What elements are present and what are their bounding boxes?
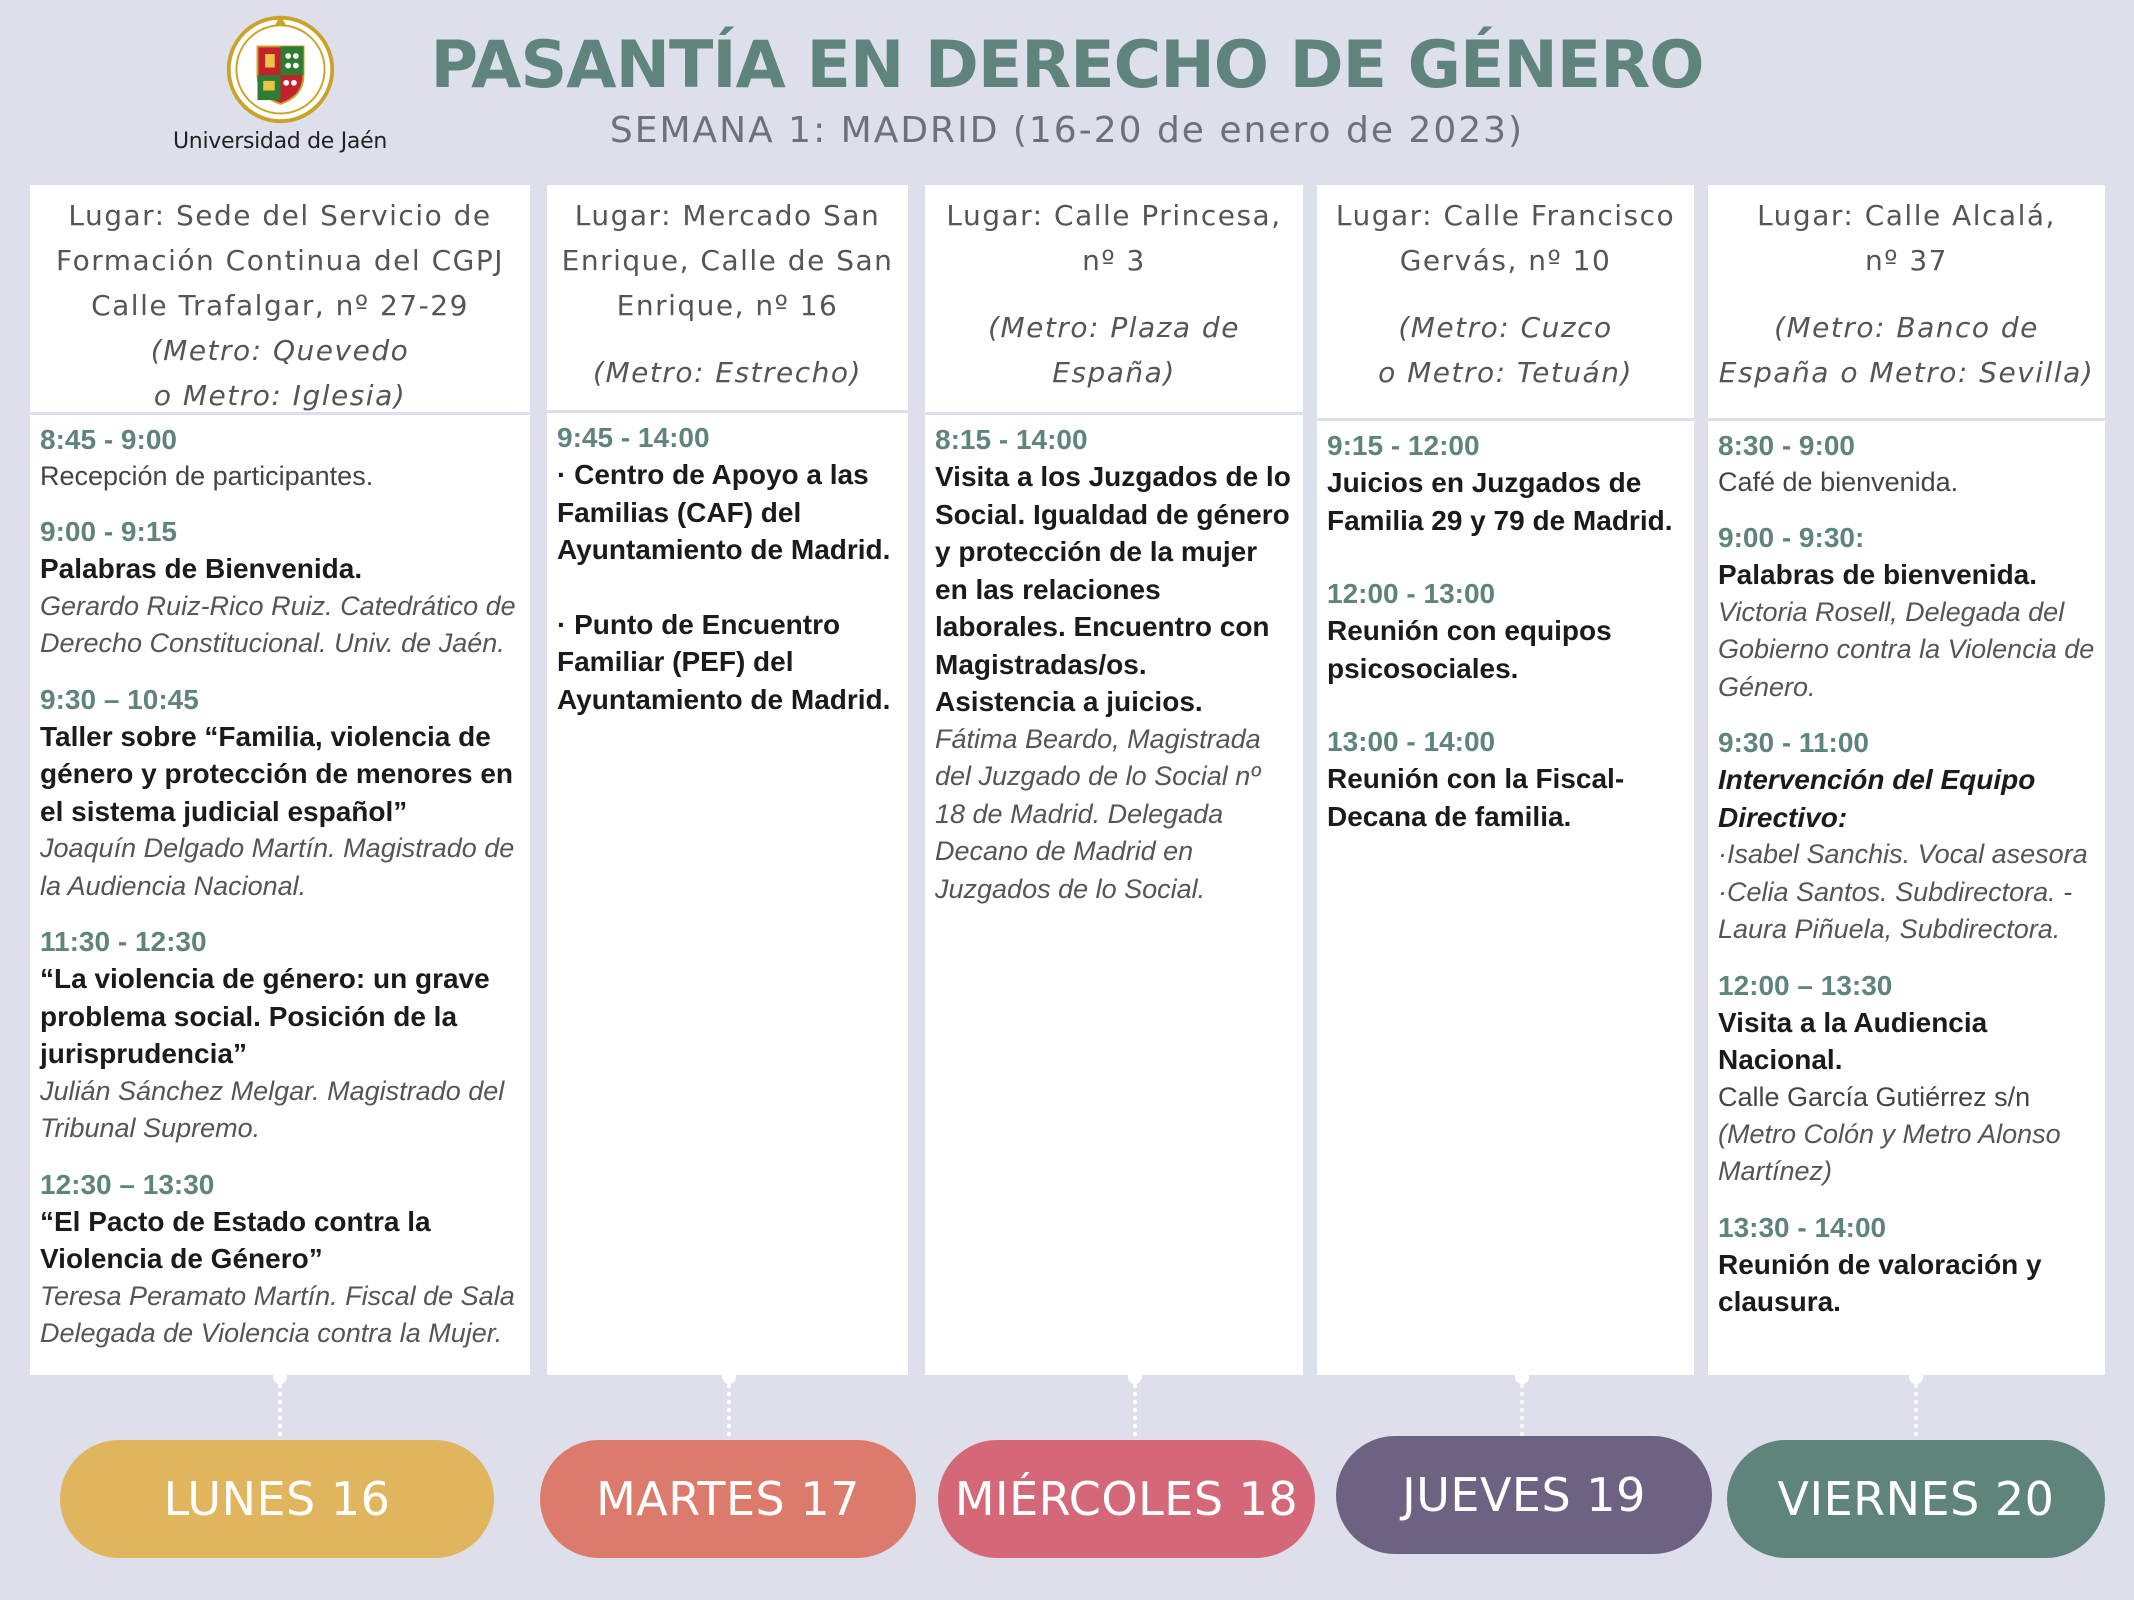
schedule-entry xyxy=(40,923,520,1148)
venue-line: Formación Continua del CGPJ xyxy=(56,244,504,277)
day-column-viernes xyxy=(1708,185,2105,1375)
schedule xyxy=(30,415,530,1353)
metro-line: (Metro: Plaza de xyxy=(988,311,1240,344)
schedule-entry xyxy=(1718,1209,2095,1321)
time-slot: 12:00 - 13:00 xyxy=(1327,578,1496,609)
metro-line: (Metro: Quevedo xyxy=(150,334,410,367)
page-subtitle: SEMANA 1: MADRID (16-20 de enero de 2023) xyxy=(609,110,1525,151)
page-title: PASANTÍA EN DERECHO DE GÉNERO xyxy=(430,28,1704,103)
venue-line: Lugar: Calle Francisco xyxy=(1335,199,1676,232)
day-label-miercoles: MIÉRCOLES 18 xyxy=(938,1440,1315,1558)
event-metro: (Metro Colón y Metro Alonso Martínez) xyxy=(1718,1118,2061,1186)
time-slot: 8:15 - 14:00 xyxy=(935,424,1088,455)
time-slot: 12:00 – 13:30 xyxy=(1718,969,1893,1001)
spacer xyxy=(557,569,898,606)
day-label-viernes: VIERNES 20 xyxy=(1727,1440,2105,1558)
venue-box xyxy=(1708,185,2105,421)
time-slot: 9:30 – 10:45 xyxy=(40,683,199,715)
schedule xyxy=(547,413,908,718)
event-title: Visita a la Audiencia Nacional. xyxy=(1718,1006,1988,1075)
venue-box xyxy=(547,185,908,413)
event-title: Reunión con equipos psicosociales. xyxy=(1327,615,1612,684)
timeline-connector xyxy=(722,1370,736,1436)
schedule-entry xyxy=(1718,967,2095,1191)
event-speaker: Fátima Beardo, Magistrada del Juzgado de lo Social nº 18 de Madrid. Delegada Decano de Madrid en Juzgados de lo Social. xyxy=(935,723,1261,904)
event-title: · Centro de Apoyo a las Familias (CAF) del Ayuntamiento de Madrid. xyxy=(557,459,891,565)
time-slot: 9:00 - 9:30: xyxy=(1718,522,1865,553)
metro-line: España) xyxy=(1052,356,1176,389)
venue-line: Lugar: Calle Princesa, xyxy=(946,199,1282,232)
event-speaker: Julián Sánchez Melgar. Magistrado del Tribunal Supremo. xyxy=(40,1075,505,1143)
schedule-entry xyxy=(40,513,520,663)
event-text: Café de bienvenida. xyxy=(1718,467,1959,497)
time-slot: 8:30 - 9:00 xyxy=(1718,430,1855,461)
event-title: “El Pacto de Estado contra la Violencia de Género” xyxy=(40,1205,431,1274)
venue-line: Gervás, nº 10 xyxy=(1399,244,1612,277)
metro-line: o Metro: Iglesia) xyxy=(153,379,407,412)
venue-box xyxy=(925,185,1303,415)
time-slot: 9:30 - 11:00 xyxy=(1718,727,1869,758)
schedule-entry xyxy=(557,419,898,718)
venue-box xyxy=(30,185,530,415)
schedule-entry xyxy=(1718,724,2095,949)
time-slot: 9:00 - 9:15 xyxy=(40,516,177,547)
schedule xyxy=(1317,421,1694,835)
timeline-connector xyxy=(1909,1370,1923,1436)
time-slot: 12:30 – 13:30 xyxy=(40,1168,215,1200)
time-slot: 9:15 - 12:00 xyxy=(1327,430,1480,461)
day-column-jueves xyxy=(1317,185,1694,1375)
event-title: Palabras de bienvenida. xyxy=(1718,559,2038,590)
venue-line: Calle Trafalgar, nº 27-29 xyxy=(91,289,469,322)
venue-line: nº 3 xyxy=(1082,244,1146,277)
schedule-entry xyxy=(1327,575,1684,687)
venue-line: Enrique, nº 16 xyxy=(616,289,839,322)
day-label-lunes: LUNES 16 xyxy=(60,1440,494,1558)
event-speaker: Joaquín Delgado Martín. Magistrado de la Audiencia Nacional. xyxy=(40,833,515,901)
venue-line: Lugar: Mercado San xyxy=(574,199,881,232)
event-title: Taller sobre “Familia, violencia de género y protección de menores en el sistema judicial español” xyxy=(40,720,514,827)
venue-line: Enrique, Calle de San xyxy=(561,244,894,277)
schedule-entry xyxy=(1327,723,1684,835)
schedule-entry xyxy=(935,421,1293,908)
event-address: Calle García Gutiérrez s/n xyxy=(1718,1081,2031,1112)
event-speaker: ·Isabel Sanchis. Vocal asesora ·Celia Santos. Subdirectora. -Laura Piñuela, Subdirectora. xyxy=(1718,839,2088,944)
event-title: · Punto de Encuentro Familiar (PEF) del Ayuntamiento de Madrid. xyxy=(557,608,891,715)
schedule-entry xyxy=(1718,519,2095,706)
schedule-entry xyxy=(40,421,520,495)
timeline-connector xyxy=(273,1370,287,1436)
university-name: Universidad de Jaén xyxy=(173,129,387,154)
day-column-lunes xyxy=(30,185,530,1375)
day-column-miercoles xyxy=(925,185,1303,1375)
metro-line: (Metro: Banco de xyxy=(1774,311,2039,344)
schedule xyxy=(925,415,1303,908)
event-title: Visita a los Juzgados de lo Social. Igualdad de género y protección de la mujer en las relaciones laborales. Encuentro con Magistradas/os. Asistencia a juicios. xyxy=(935,461,1291,717)
event-speaker: Victoria Rosell, Delegada del Gobierno contra la Violencia de Género. xyxy=(1718,596,2095,702)
timeline-connector xyxy=(1515,1370,1529,1436)
venue-line: Lugar: Calle Alcalá, xyxy=(1757,199,2056,232)
time-slot: 13:00 - 14:00 xyxy=(1327,726,1496,757)
venue-line: nº 37 xyxy=(1865,244,1948,277)
metro-line: (Metro: Cuzco xyxy=(1398,311,1613,344)
schedule-entry xyxy=(1718,427,2095,501)
day-label-jueves: JUEVES 19 xyxy=(1336,1436,1712,1554)
event-title: Juicios en Juzgados de Familia 29 y 79 de Madrid. xyxy=(1327,467,1673,536)
metro-line: España o Metro: Sevilla) xyxy=(1718,356,2095,389)
event-title: Reunión con la Fiscal-Decana de familia. xyxy=(1327,763,1625,832)
schedule-entry xyxy=(40,1166,520,1353)
day-column-martes xyxy=(547,185,908,1375)
time-slot: 8:45 - 9:00 xyxy=(40,424,177,455)
time-slot: 11:30 - 12:30 xyxy=(40,926,207,957)
schedule xyxy=(1708,421,2105,1321)
metro-line: (Metro: Estrecho) xyxy=(593,356,862,389)
timeline-connector xyxy=(1128,1370,1142,1436)
event-title: Reunión de valoración y clausura. xyxy=(1718,1248,2042,1317)
event-title: “La violencia de género: un grave problema social. Posición de la jurisprudencia” xyxy=(40,963,490,1069)
event-speaker: Gerardo Ruiz-Rico Ruiz. Catedrático de Derecho Constitucional. Univ. de Jaén. xyxy=(40,590,516,658)
schedule-entry xyxy=(1327,427,1684,539)
event-text: Recepción de participantes. xyxy=(40,461,374,491)
event-title: Intervención del Equipo Directivo: xyxy=(1718,764,2036,833)
time-slot: 9:45 - 14:00 xyxy=(557,422,710,453)
time-slot: 13:30 - 14:00 xyxy=(1718,1211,1887,1243)
schedule-entry xyxy=(40,681,520,906)
venue-line: Lugar: Sede del Servicio de xyxy=(68,199,492,232)
event-speaker: Teresa Peramato Martín. Fiscal de Sala Delegada de Violencia contra la Mujer. xyxy=(40,1280,515,1348)
venue-box xyxy=(1317,185,1694,421)
day-label-martes: MARTES 17 xyxy=(540,1440,916,1558)
event-title: Palabras de Bienvenida. xyxy=(40,553,363,584)
metro-line: o Metro: Tetuán) xyxy=(1378,356,1633,389)
